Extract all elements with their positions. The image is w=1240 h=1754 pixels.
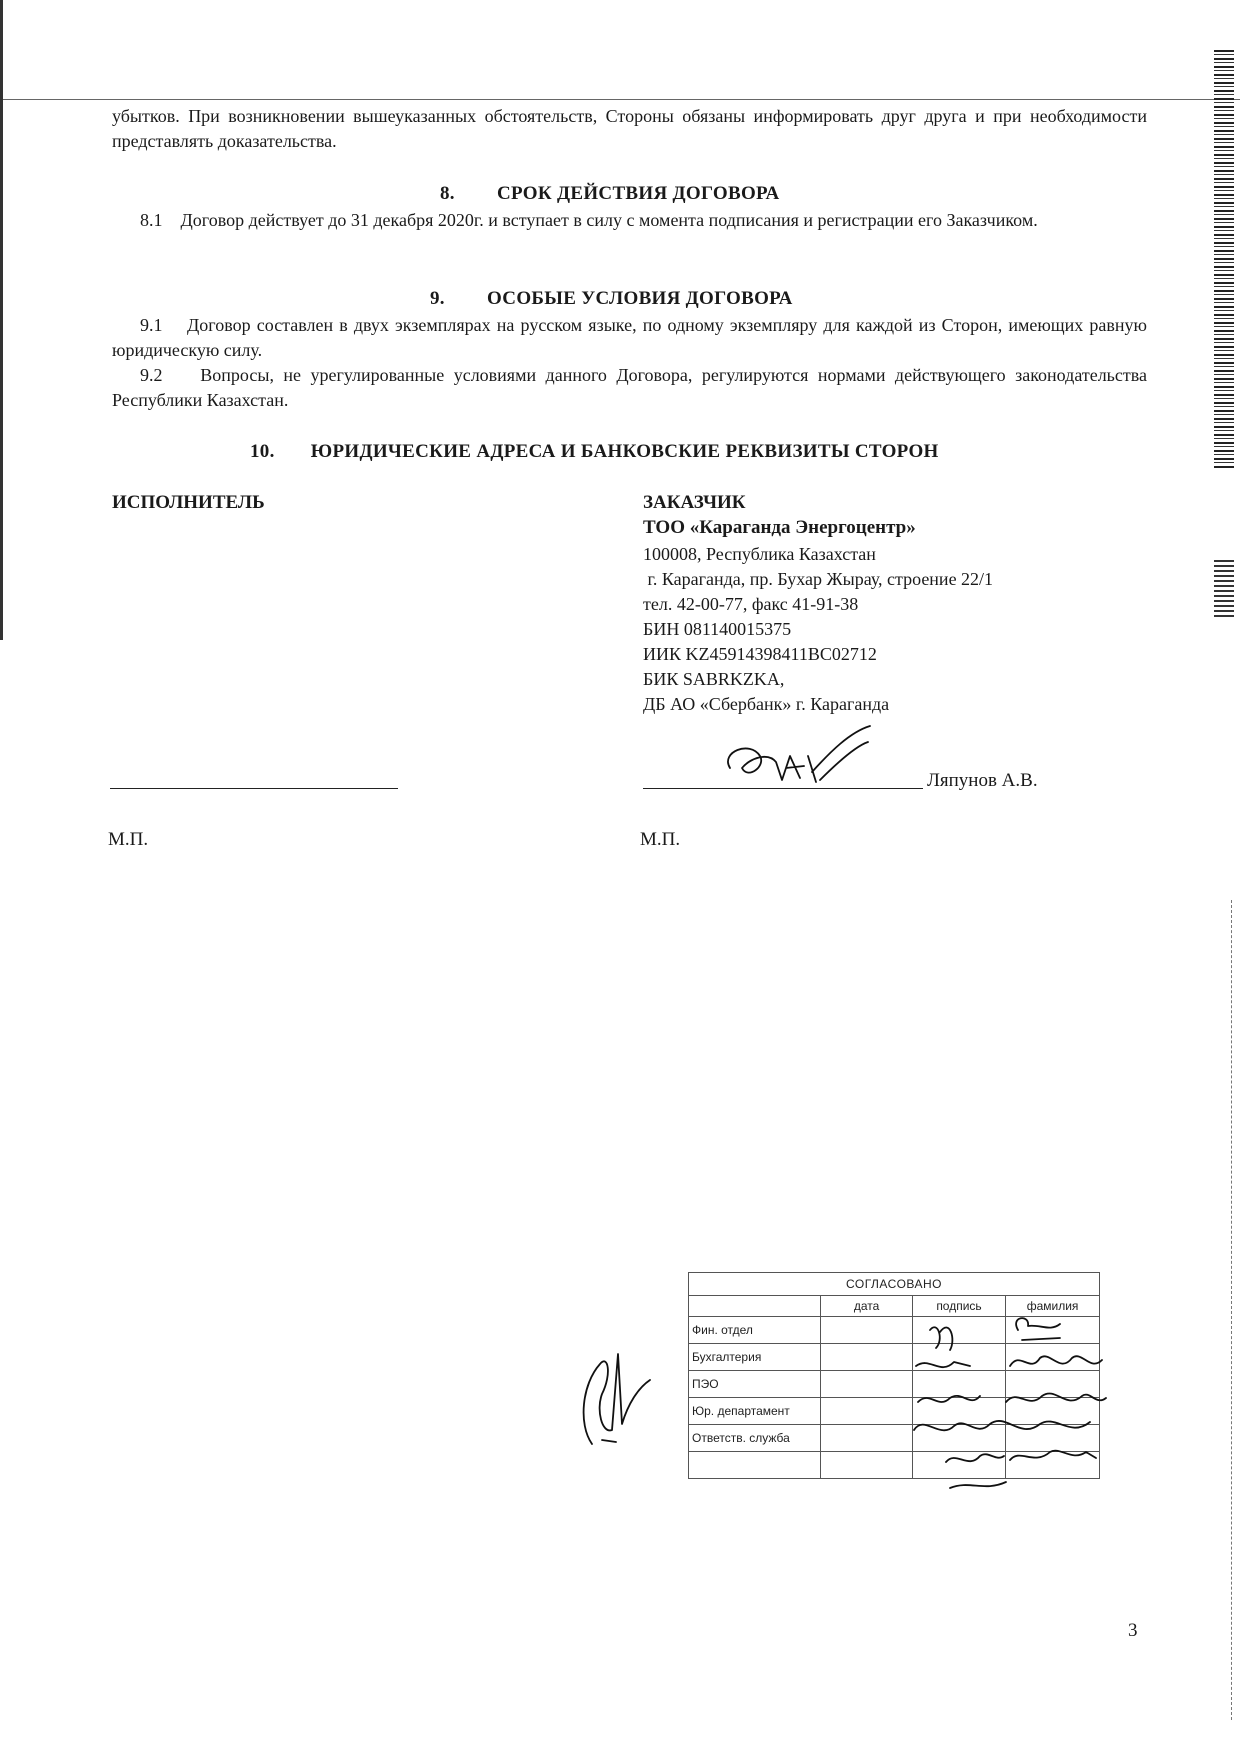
section-9-heading [430, 288, 793, 310]
customer-details [643, 542, 993, 717]
detail-line: БИК SABRKZKA, [643, 669, 785, 689]
detail-line: 100008, Республика Казахстан [643, 544, 876, 564]
clause-8-1 [112, 208, 1147, 233]
stamp-row-label: Ответств. служба [689, 1425, 821, 1452]
scan-edge-line [0, 99, 1240, 100]
stamp-cell [821, 1425, 913, 1452]
stamp-header-signature: подпись [912, 1296, 1005, 1317]
stamp-header-date: дата [821, 1296, 913, 1317]
stamp-header-empty [689, 1296, 821, 1317]
customer-signature [720, 722, 880, 794]
clause-number: 8.1 [140, 210, 163, 230]
page-number: 3 [1128, 1620, 1138, 1641]
clause-9-1 [112, 313, 1147, 363]
clause-number: 9.2 [140, 365, 163, 385]
stamp-row-label: Юр. департамент [689, 1398, 821, 1425]
scan-barcode-strip-lower [1214, 560, 1234, 620]
stamp-cell [821, 1398, 913, 1425]
section-number: 10. [250, 441, 275, 462]
stamp-cell [821, 1452, 913, 1479]
stamp-cell [821, 1317, 913, 1344]
intro-paragraph: убытков. При возникновении вышеуказанных обстоятельств, Стороны обязаны информировать друг друга и при необходимости представлять доказательства. [112, 106, 1147, 151]
scan-edge-ticks [1215, 900, 1232, 1720]
executor-label: ИСПОЛНИТЕЛЬ [112, 492, 265, 513]
stamp-handwritten-signatures [910, 1310, 1110, 1500]
scan-left-border [0, 0, 3, 640]
clause-number: 9.1 [140, 315, 163, 335]
clause-text: Договор составлен в двух экземплярах на русском языке, по одному экземпляру для каждой из Сторон, имеющих равную юридическую силу. [112, 315, 1147, 360]
stamp-row-label: ПЭО [689, 1371, 821, 1398]
stamp-title: СОГЛАСОВАНО [689, 1273, 1100, 1296]
stamp-row-label [689, 1452, 821, 1479]
clause-text: Договор действует до 31 декабря 2020г. и вступает в силу с момента подписания и регистрации его Заказчиком. [180, 210, 1038, 230]
executor-signature-line [110, 788, 398, 789]
stamp-cell [821, 1344, 913, 1371]
detail-line: ДБ АО «Сбербанк» г. Караганда [643, 694, 890, 714]
detail-line: г. Караганда, пр. Бухар Жырау, строение 22/1 [643, 569, 994, 589]
customer-company: ТОО «Караганда Энергоцентр» [643, 517, 916, 538]
customer-signatory: Ляпунов А.В. [927, 770, 1038, 791]
customer-seal-label: М.П. [640, 829, 681, 850]
section-number: 8. [440, 183, 455, 204]
detail-line: тел. 42-00-77, факс 41-91-38 [643, 594, 859, 614]
section-title: ОСОБЫЕ УСЛОВИЯ ДОГОВОРА [486, 288, 793, 309]
approval-margin-signature [572, 1344, 662, 1454]
section-number: 9. [430, 288, 445, 309]
scan-barcode-strip [1214, 50, 1234, 470]
stamp-row-label: Фин. отдел [689, 1317, 821, 1344]
section-title: ЮРИДИЧЕСКИЕ АДРЕСА И БАНКОВСКИЕ РЕКВИЗИТЫ СТОРОН [310, 441, 939, 462]
detail-line: ИИК KZ45914398411BC02712 [643, 644, 877, 664]
customer-label: ЗАКАЗЧИК [643, 492, 746, 513]
section-10-heading [250, 441, 939, 463]
section-title: СРОК ДЕЙСТВИЯ ДОГОВОРА [496, 183, 780, 204]
detail-line: БИН 081140015375 [643, 619, 792, 639]
section-8-heading [440, 183, 780, 205]
executor-seal-label: М.П. [108, 829, 149, 850]
clause-text: Вопросы, не урегулированные условиями данного Договора, регулируются нормами действующего законодательства Республики Казахстан. [112, 365, 1147, 410]
stamp-header-surname: фамилия [1006, 1296, 1100, 1317]
stamp-cell [821, 1371, 913, 1398]
stamp-row-label: Бухгалтерия [689, 1344, 821, 1371]
clause-9-2 [112, 363, 1147, 413]
